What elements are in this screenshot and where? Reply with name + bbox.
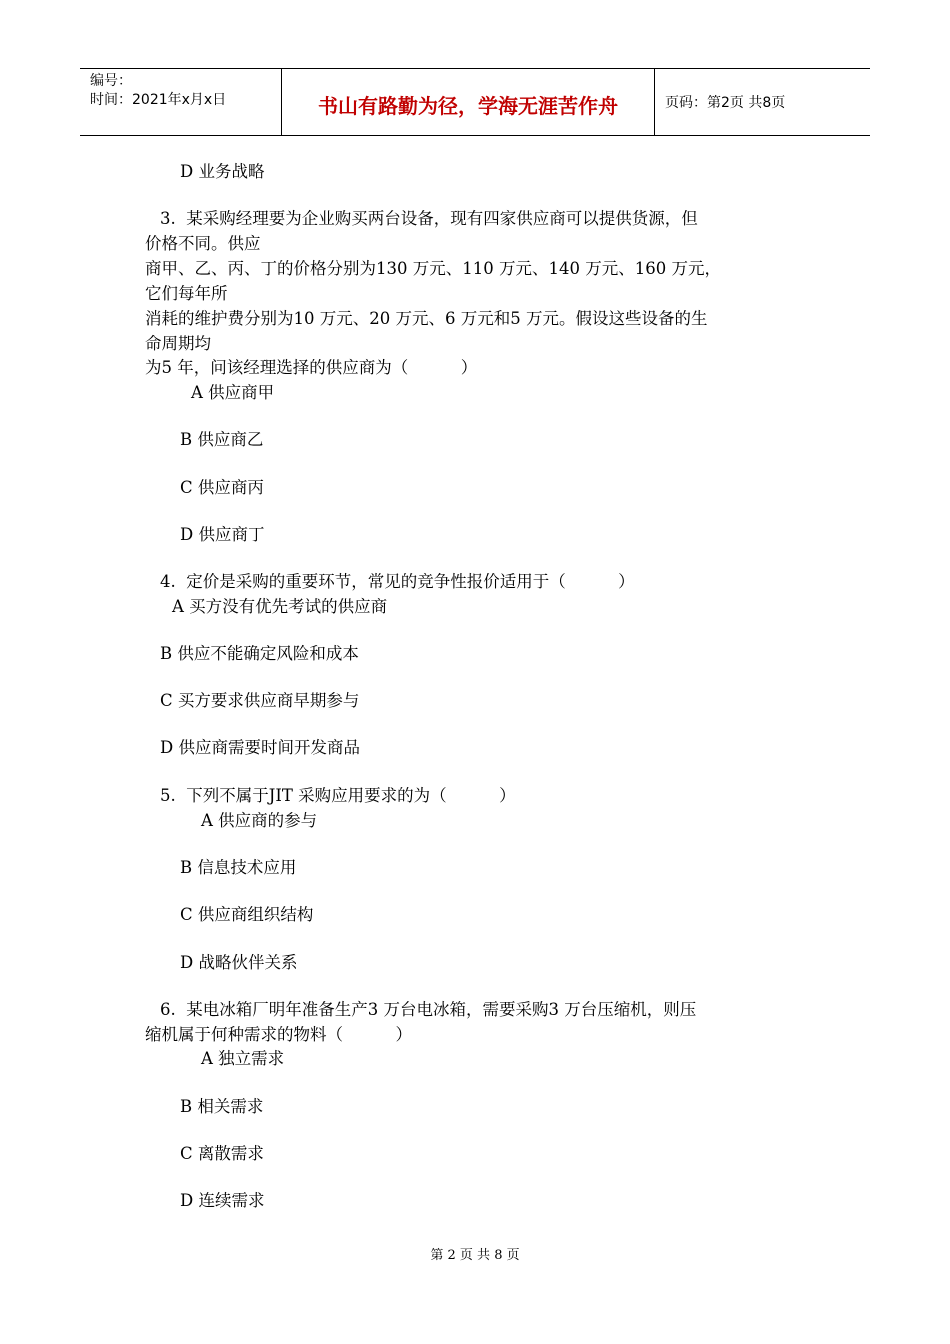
q6-option-b: B 相关需求	[180, 1097, 264, 1116]
q6-stem-line-2: 缩机属于何种需求的物料（ ）	[145, 1025, 412, 1044]
q3-option-c: C 供应商丙	[180, 478, 264, 497]
q3-option-a: A 供应商甲	[191, 383, 275, 402]
q4-option-b: B 供应不能确定风险和成本	[160, 644, 359, 663]
q3-stem-line-2: 价格不同。供应	[145, 234, 261, 253]
q3-stem-line-4: 它们每年所	[145, 284, 228, 303]
q4-stem: 4. 定价是采购的重要环节，常见的竞争性报价适用于（ ）	[160, 572, 635, 591]
header-right-cell	[655, 69, 870, 135]
q4-option-d: D 供应商需要时间开发商品	[160, 738, 360, 757]
q5-stem: 5. 下列不属于JIT 采购应用要求的为（ ）	[160, 786, 516, 805]
q6-option-c: C 离散需求	[180, 1144, 264, 1163]
q5-option-d: D 战略伙伴关系	[180, 953, 298, 972]
header-left-cell	[80, 69, 282, 135]
q3-stem-line-5: 消耗的维护费分别为10 万元、20 万元、6 万元和5 万元。假设这些设备的生	[145, 309, 708, 328]
page-footer: 第 2 页 共 8 页	[430, 1248, 520, 1263]
q5-option-c: C 供应商组织结构	[180, 905, 314, 924]
header-motto: 书山有路勤为径，学海无涯苦作舟	[318, 94, 618, 118]
q3-stem-line-6: 命周期均	[145, 334, 211, 353]
q2-option-d: D 业务战略	[180, 162, 265, 181]
header-number-label: 编号：	[90, 73, 132, 89]
q4-option-c: C 买方要求供应商早期参与	[160, 691, 360, 710]
q6-option-d: D 连续需求	[180, 1191, 265, 1210]
q5-option-b: B 信息技术应用	[180, 858, 297, 877]
page-header	[80, 68, 870, 136]
q6-stem-line-1: 6. 某电冰箱厂明年准备生产3 万台电冰箱，需要采购3 万台压缩机，则压	[160, 1000, 697, 1019]
q5-option-a: A 供应商的参与	[201, 811, 318, 830]
q3-stem-line-1: 3. 某采购经理要为企业购买两台设备，现有四家供应商可以提供货源，但	[160, 209, 698, 228]
q3-stem-line-3: 商甲、乙、丙、丁的价格分别为130 万元、110 万元、140 万元、160 万元，	[145, 259, 721, 278]
header-middle-cell	[282, 69, 655, 135]
q6-option-a: A 独立需求	[201, 1049, 285, 1068]
q3-option-d: D 供应商丁	[180, 525, 265, 544]
header-page-info: 页码：第2页 共8页	[665, 95, 786, 111]
q3-stem-line-7: 为5 年，问该经理选择的供应商为（ ）	[145, 358, 478, 377]
q4-option-a: A 买方没有优先考试的供应商	[172, 597, 388, 616]
header-time: 时间：2021年x月x日	[90, 92, 227, 108]
q3-option-b: B 供应商乙	[180, 430, 264, 449]
